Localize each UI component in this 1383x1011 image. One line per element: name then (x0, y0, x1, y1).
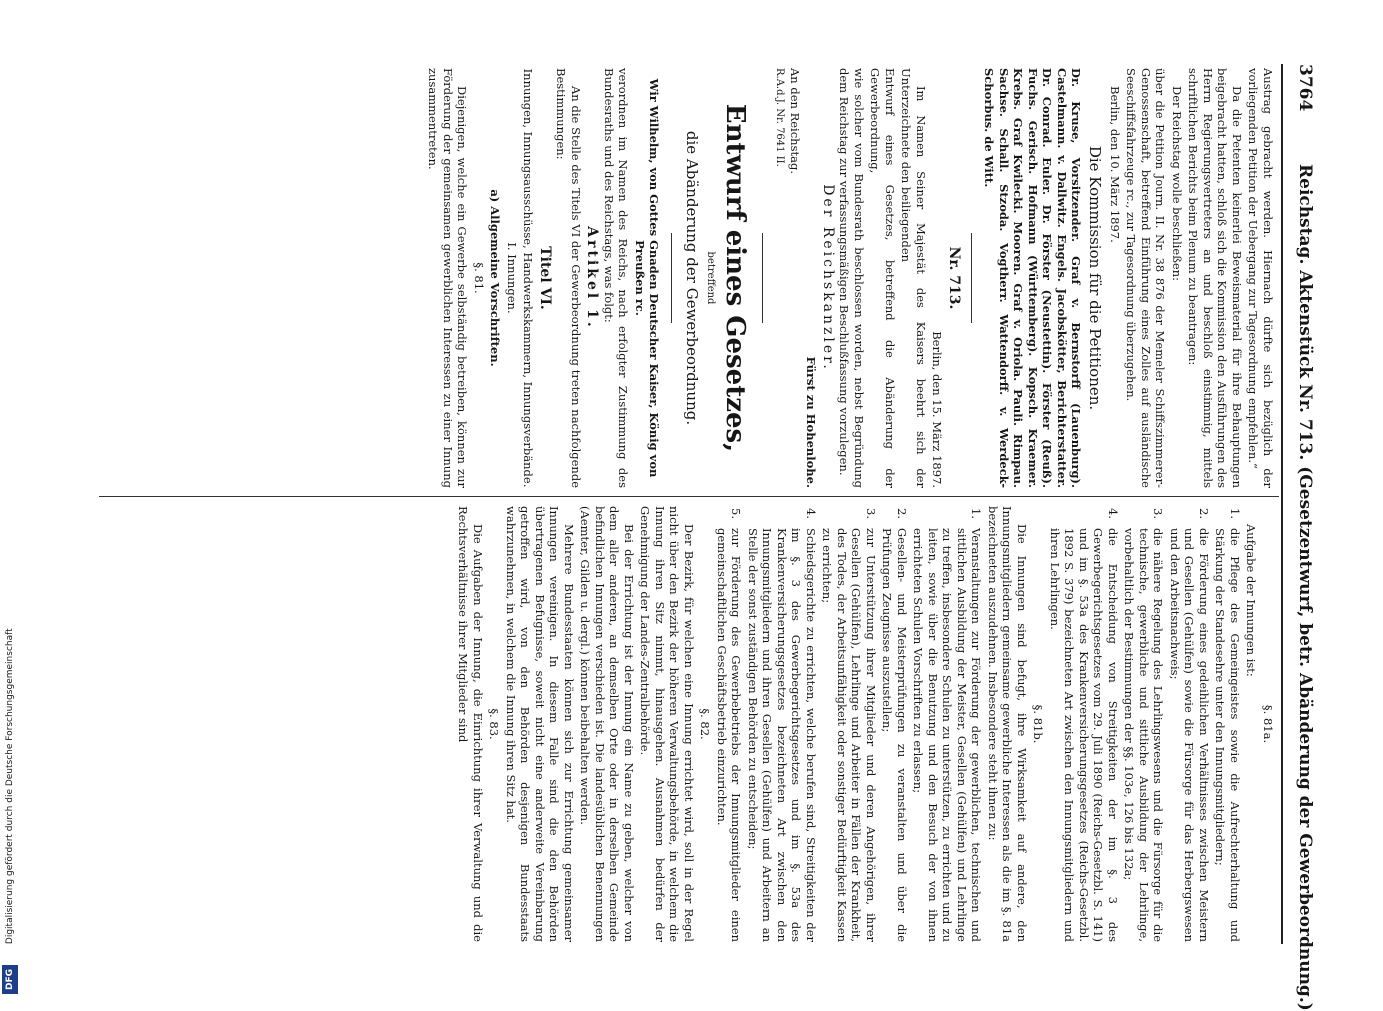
place-date: Berlin, den 10. März 1897. (1108, 86, 1122, 243)
title-betreffend: betreffend (705, 251, 717, 305)
item-text: zur Unterstützung ihrer Mitglieder und deren Angehörigen, ihrer Gesellen (Gehülfen), Lehrlinge und Arbeiter in Fällen der Krankheit, des Todes, der Arbeitsunfähigkeit oder sonstiger Bedürftigkeit Kassen zu errichten; (820, 528, 878, 942)
document-number: Nr. 713. (946, 246, 962, 310)
paragraph: Austrag gebracht werden. Hiernach dürfte sich bezüglich der vorliegenden Petition der Uebergang zur Tagesordnung empfehlen.“ (1246, 68, 1275, 488)
item-number: 3. (864, 508, 878, 519)
item-number: 1. (1228, 508, 1242, 519)
list-81a (1048, 506, 1243, 942)
addressee: An den Reichstag. (788, 68, 802, 174)
item-text: die Entscheidung von Streitigkeiten der im §. 3 des Gewerbegerichtsgesetzes vom 29. Juli 1890 (Reichs-Gesetzbl. S. 141) und im §. 53a des Krankenversicherungsgesetzes (Reichs-Gesetzbl. 1892 S. 379) bezeichneten Art zwischen den Innungsmitgliedern und ihren Lehrlingen. (1048, 528, 1120, 942)
item-number: 2. (895, 508, 909, 519)
draft-subtitle: die Abänderung der Gewerbeordnung. (683, 130, 702, 426)
preamble-heading: Wir Wilhelm, von Gottes Gnaden Deutscher Kaiser, König von Preußen rc. (633, 78, 662, 478)
item-number: 3. (1151, 508, 1166, 519)
section-heading: I. Innungen. (505, 242, 519, 314)
draft-title: Entwurf eines Gesetzes, (720, 103, 751, 453)
document-date: Berlin, den 15. März 1897. (930, 331, 945, 488)
subsection-heading: a) Allgemeine Vorschriften. (488, 189, 503, 367)
header-rule (1281, 64, 1283, 944)
list-item (911, 506, 984, 942)
item-text: die nähere Regelung des Lehrlingswesens und die Fürsorge für die technische, gewerbliche und sittliche Ausbildung der Lehrlinge, vorbehaltlich der Bestimmungen der §§. 103e, 126 bis 132a; (1122, 528, 1166, 942)
paragraph-number: §. 81b. (1031, 704, 1046, 744)
paragraph: Der Bezirk, für welchen eine Innung errichtet wird, soll in der Regel nicht über den Bezirk der höheren Verwaltungsbehörde, in welchem die Innung ihren Sitz nimmt, hinausgehen. Ausnahmen bedürfen der Genehmigung der Landes-Zentralbehörde. (638, 506, 696, 942)
paragraph-number: §. 83. (487, 708, 502, 740)
funding-text: Digitalisierung gefördert durch die Deutsche Forschungsgemeinschaft (5, 628, 15, 945)
item-number: 5. (729, 508, 744, 519)
paragraph: verordnen im Namen des Reichs, nach erfolgter Zustimmung des Bundesraths und des Reichstags, was folgt: (602, 68, 631, 488)
running-header (1281, 64, 1325, 1011)
title-heading: Titel VI. (537, 246, 553, 310)
list-item (1122, 506, 1166, 942)
member-names: Dr. Kruse, Vorsitzender. Graf v. Bernstorff (Lauenburg). Castelmann. v. Dallwitz. Engels. Jacobskötter, Berichterstatter. Dr. Conrad. Euler. Dr. Förster (Neustettin). Förster (Reuß). Fuchs. Gerisch. Hofmann (Württemberg). Kopsch. Kraemer. Krebs. Graf Kwilecki. Mooren. Graf v. Oriola. Pauli. Rimpau. Sachse. Schall. Stzoda. Vogtherr. Wattendorff. v. Werdeck-Schorbus. de Witt. (982, 68, 1084, 488)
item-number: 1. (969, 508, 984, 519)
divider (971, 233, 972, 323)
paragraph-number: §. 81a. (1261, 704, 1275, 744)
item-text: Gesellen- und Meisterprüfungen zu veranstalten und über die Prüfungen Zeugnisse auszustellen; (880, 528, 909, 942)
list-item (715, 506, 744, 942)
paragraph-number: §. 82. (698, 708, 713, 740)
item-text: Veranstaltungen zur Förderung der gewerblichen, technischen und sittlichen Ausbildung der Meister, Gesellen (Gehülfen) und Lehrlinge zu treffen, insbesondere Schulen zu unterstützen, zu errichten und zu leiten, sowie über die Benutzung und den Besuch der von ihnen errichteten Schulen Vorschriften zu erlassen; (911, 528, 984, 942)
left-column (95, 68, 1275, 488)
paragraph: Da die Petenten keinerlei Beweismaterial für ihre Behauptungen beigebracht hatten, schloß sich die Kommission den Ausführungen des Herrn Regierungsvertreters an und beschloß einstimmig, mittels schriftlichen Berichts beim Plenum zu beantragen: (1186, 68, 1244, 488)
list-item (746, 506, 819, 942)
list-item (880, 506, 909, 942)
paragraph: Diejenigen, welche ein Gewerbe selbständig betreiben, können zur Förderung der gemeinsamen gewerblichen Interessen zu einer Innung zusammentreten. (426, 68, 470, 488)
right-column (95, 506, 1275, 942)
signer-title: Der Reichskanzler. (820, 184, 836, 372)
paragraph: Mehrere Bundesstaaten können sich zur Errichtung gemeinsamer Innungen vereinigen. In diesem Falle sind die den Behörden übertragenen Befugnisse, soweit nicht eine anderweite Vereinbarung getroffen wird, von den Behörden desjenigen Bundesstaats wahrzunehmen, in welchem die Innung ihren Sitz hat. (504, 506, 576, 942)
paragraph: Die Innungen sind befugt, ihre Wirksamkeit auf andere, den Innungsmitgliedern gemeinsame gewerbliche Interessen als die im §. 81a bezeichneten auszudehnen. Insbesondere steht ihnen zu: (986, 506, 1029, 942)
item-number: 4. (804, 508, 818, 519)
paragraph: Aufgabe der Innungen ist: (1244, 524, 1259, 677)
paragraph-number: §. 81. (472, 262, 486, 294)
divider (672, 233, 673, 323)
commission-title: Die Kommission für die Petitionen. (1086, 145, 1105, 411)
signer-name: Fürst zu Hohenlohe. (804, 356, 819, 488)
item-text: Schiedsgerichte zu errichten, welche berufen sind, Streitigkeiten der im §. 3 des Gewerbegerichtsgesetzes und im §. 53a des Krankenversicherungsgesetzes bezeichneten Art zwischen den Innungsmitgliedern und ihren Gesellen (Gehülfen) und Arbeitern an Stelle der sonst zuständigen Behörden zu entscheiden; (746, 528, 818, 942)
paragraph: An die Stelle des Titels VI der Gewerbeordnung treten nachfolgende Bestimmungen: (554, 68, 583, 488)
article-heading: Artikel 1. (584, 226, 601, 330)
paragraph: Entwurf eines Gesetzes, betreffend die Abänderung der Gewerbeordnung, (868, 68, 897, 488)
item-text: die Pflege des Gemeingeistes sowie die Aufrechterhaltung und Stärkung der Standesehre unter den Innungsmitgliedern; (1213, 528, 1242, 942)
item-number: 4. (1106, 508, 1120, 519)
digitization-note (0, 0, 20, 1000)
paragraph: Der Reichstag wolle beschließen: (1170, 86, 1184, 281)
item-number: 2. (1197, 508, 1211, 519)
dfg-logo: DFG (2, 965, 18, 994)
reference-number: R.A.d.J. Nr. 7641 II. (774, 68, 786, 167)
paragraph: über die Petition Journ. II. Nr. 38 876 der Memeler Schiffszimmerer-Genossenschaft, betreffend Einführung eines Zolles auf ausländische Seeschiffsfahrzeuge rc., zur Tagesordnung überzugehen. (1124, 68, 1168, 488)
paragraph: Bei der Errichtung ist der Innung ein Name zu geben, welcher von dem aller anderen, an demselben Orte oder in derselben Gemeinde befindlichen Innungen verschieden ist. Die landesüblichen Benennungen (Aemter, Gilden u. dergl.) können beibehalten werden. (578, 506, 636, 942)
list-item (1168, 506, 1212, 942)
paragraph: wie solcher vom Bundesrath beschlossen worden, nebst Begründung dem Reichstag zur verfassungsmäßigen Beschlußfassung vorzulegen. (837, 68, 866, 488)
list-81b (715, 506, 984, 942)
title-subheading: Innungen, Innungsausschüsse, Handwerkskammern, Innungsverbände. (521, 68, 536, 488)
item-text: die Förderung eines gedeihlichen Verhältnisses zwischen Meistern und Gesellen (Gehülfen) sowie die Fürsorge für das Herbergswesen und den Arbeitsnachweis; (1168, 528, 1211, 942)
list-item (820, 506, 878, 942)
column-divider (99, 496, 1279, 497)
list-item (1213, 506, 1242, 942)
item-text: zur Förderung des Gewerbebetriebs der Innungsmitglieder einen gemeinschaftlichen Geschäftsbetrieb einzurichten. (715, 528, 744, 942)
page-number: 3764 (1295, 64, 1315, 112)
divider (763, 233, 764, 323)
header-title: Reichstag. Aktenstück Nr. 713. (Gesetzentwurf, betr. Abänderung der Gewerbeordnung.) (1295, 164, 1315, 1011)
paragraph: Im Namen Seiner Majestät des Kaisers beehrt sich der Unterzeichnete den beiliegenden (899, 68, 928, 488)
list-item (1048, 506, 1121, 942)
paragraph: Die Aufgaben der Innung, die Einrichtung ihrer Verwaltung und die Rechtsverhältnisse ihrer Mitglieder sind (456, 506, 485, 942)
